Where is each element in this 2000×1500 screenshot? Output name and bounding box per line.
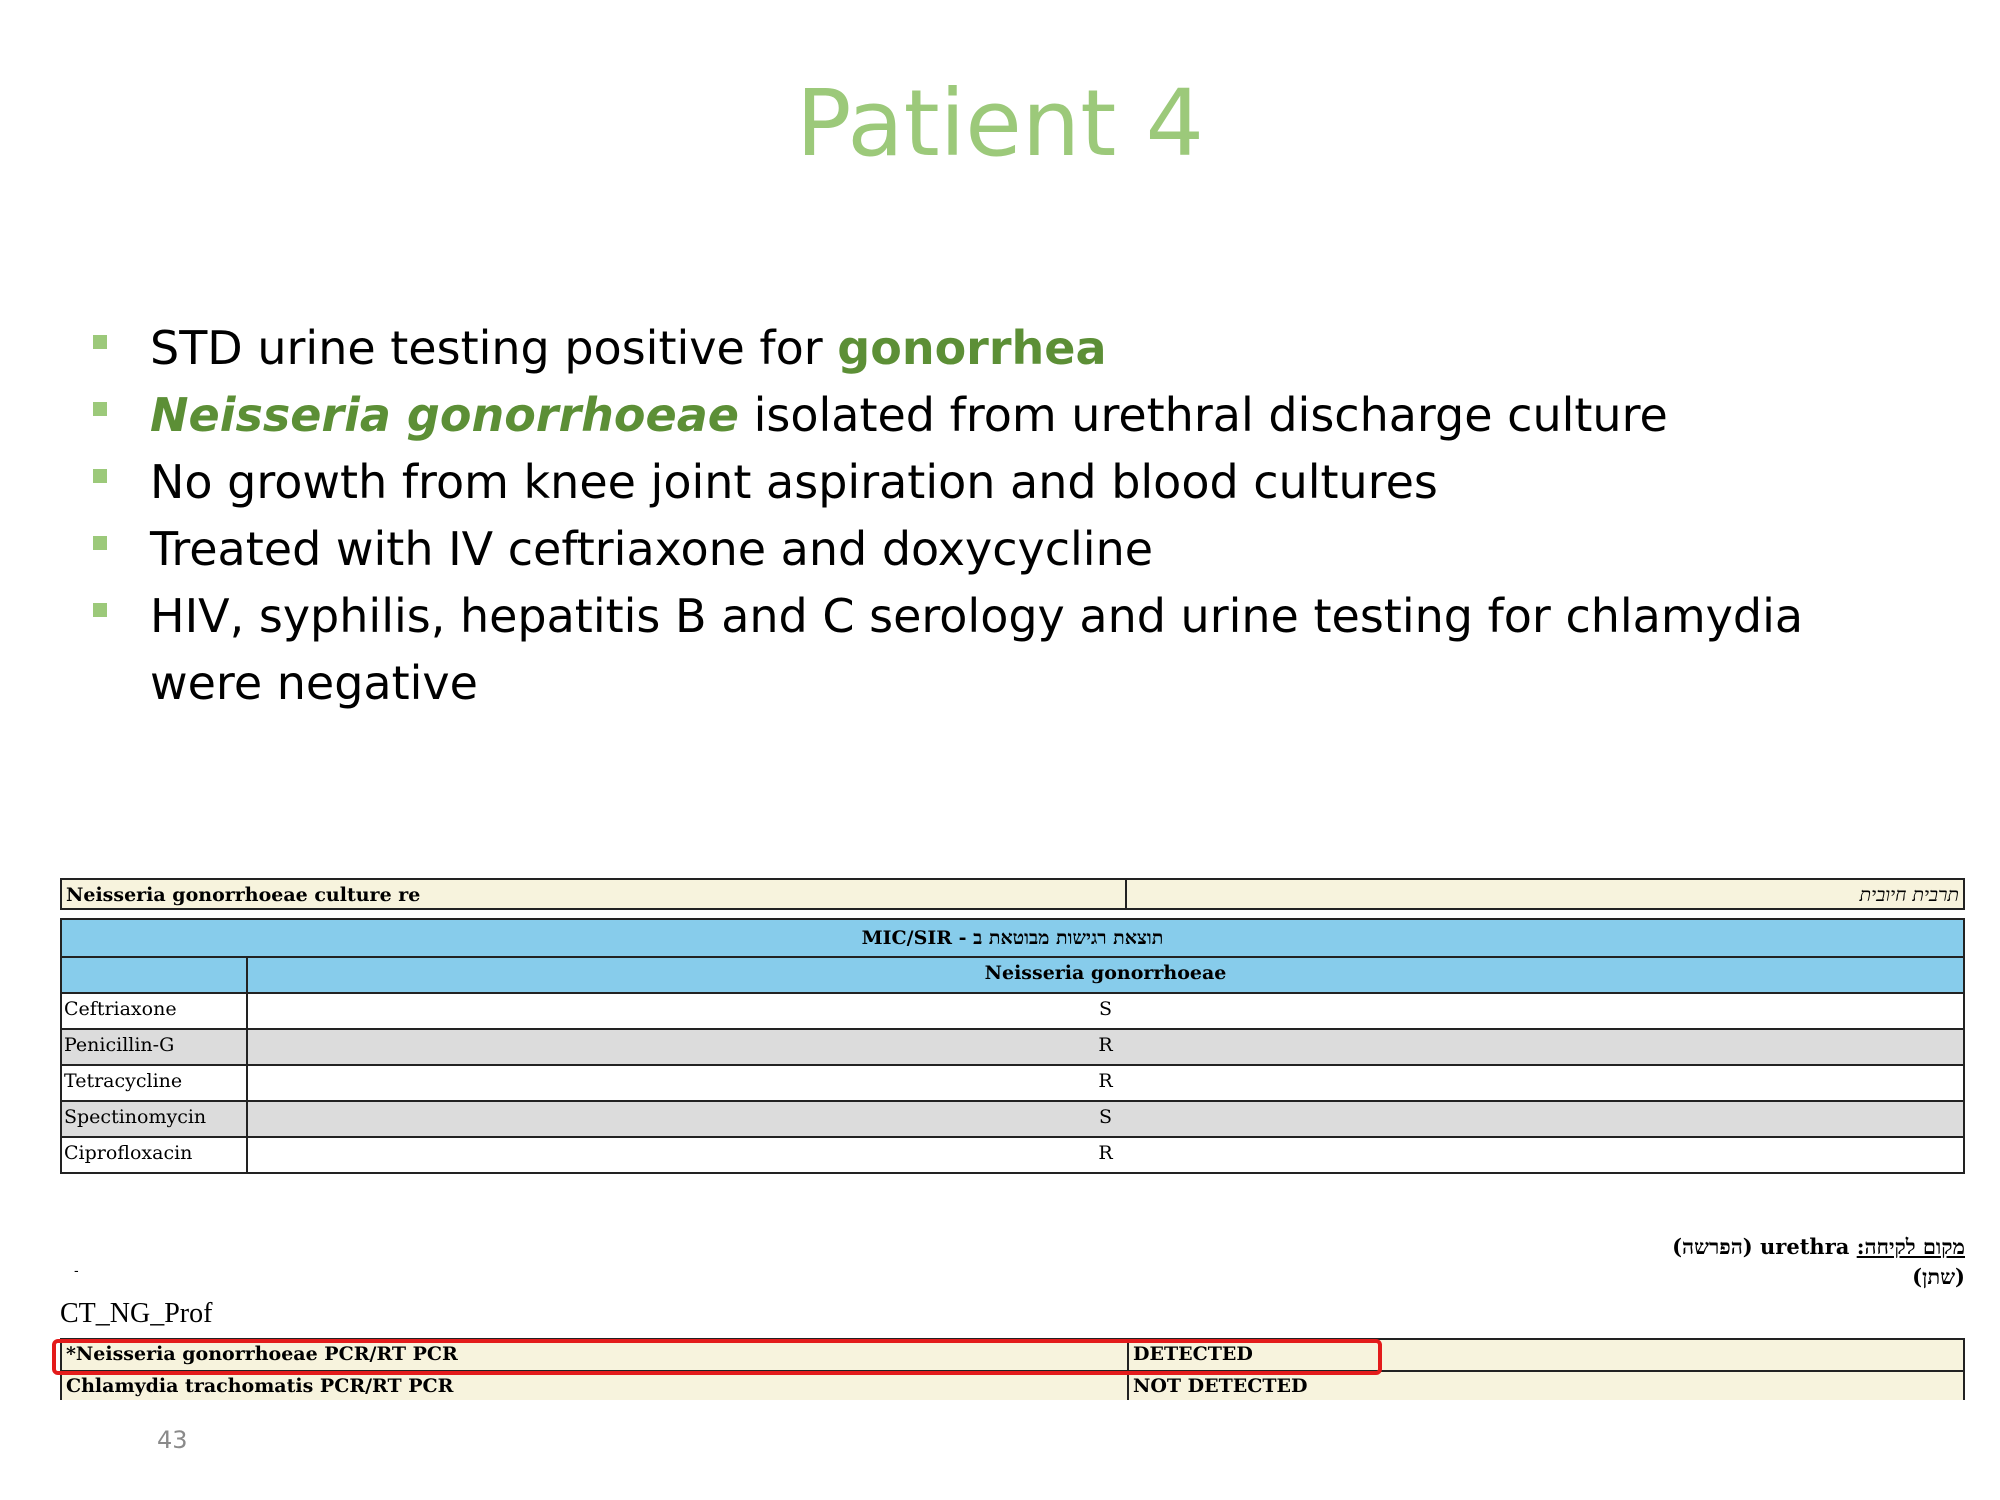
bullet-item: No growth from knee joint aspiration and blood cultures bbox=[90, 449, 1890, 516]
mic-header: MIC/SIR - תוצאת רגישות מבוטאת ב bbox=[62, 920, 1963, 958]
profile-name: CT_NG_Prof bbox=[60, 1298, 213, 1329]
table-row bbox=[62, 1102, 1963, 1138]
table-row bbox=[62, 994, 1963, 1030]
bullet-list bbox=[90, 315, 1890, 717]
pcr-test: *Neisseria gonorrhoeae PCR/RT PCR bbox=[62, 1340, 1129, 1370]
mic-organism: Neisseria gonorrhoeae bbox=[984, 962, 1227, 984]
highlight-gonorrhea: gonorrhea bbox=[837, 321, 1107, 375]
page-number: 43 bbox=[157, 1426, 188, 1454]
table-row bbox=[62, 1030, 1963, 1066]
bullet-square-icon bbox=[93, 603, 107, 617]
drug-name: Penicillin-G bbox=[62, 1030, 248, 1064]
bullet-square-icon bbox=[93, 469, 107, 483]
bullet-item: STD urine testing positive for gonorrhea bbox=[90, 315, 1890, 382]
pcr-test: Chlamydia trachomatis PCR/RT PCR bbox=[62, 1372, 1129, 1400]
specimen-site-value: urethra bbox=[1760, 1234, 1850, 1259]
pcr-result: NOT DETECTED bbox=[1133, 1375, 1308, 1397]
specimen-line2: (שתן) bbox=[1912, 1264, 1965, 1289]
specimen-site bbox=[1672, 1232, 1965, 1292]
bullet-item: Treated with IV ceftriaxone and doxycycline bbox=[90, 516, 1890, 583]
culture-result: תרבית חיובית bbox=[1859, 884, 1959, 906]
table-row bbox=[62, 1138, 1963, 1172]
drug-result: R bbox=[1098, 1070, 1113, 1092]
bullet-square-icon bbox=[93, 335, 107, 349]
drug-name: Ciprofloxacin bbox=[62, 1138, 248, 1172]
bullet-square-icon bbox=[93, 536, 107, 550]
culture-result-row bbox=[60, 878, 1965, 910]
bullet-item: HIV, syphilis, hepatitis B and C serology and urine testing for chlamydia were negative bbox=[90, 583, 1890, 717]
detected-highlight-box bbox=[52, 1339, 1382, 1375]
bullet-item: Neisseria gonorrhoeae isolated from urethral discharge culture bbox=[90, 382, 1890, 449]
drug-result: S bbox=[1098, 1106, 1113, 1128]
mic-table bbox=[60, 918, 1965, 1174]
highlight-organism: Neisseria gonorrhoeae bbox=[150, 388, 739, 442]
slide-title: Patient 4 bbox=[795, 70, 1205, 177]
table-row bbox=[62, 1066, 1963, 1102]
specimen-label: מקום לקיחה: bbox=[1856, 1234, 1965, 1259]
pcr-result: DETECTED bbox=[1133, 1343, 1253, 1365]
culture-name: Neisseria gonorrhoeae culture re bbox=[62, 880, 1127, 908]
drug-name: Ceftriaxone bbox=[62, 994, 248, 1028]
drug-result: R bbox=[1098, 1034, 1113, 1056]
drug-name: Tetracycline bbox=[62, 1066, 248, 1100]
stray-mark: - bbox=[74, 1262, 79, 1278]
drug-result: S bbox=[1098, 998, 1113, 1020]
mic-organism-row bbox=[62, 958, 1963, 994]
drug-name: Spectinomycin bbox=[62, 1102, 248, 1136]
specimen-detail: (הפרשה) bbox=[1672, 1234, 1753, 1259]
bullet-square-icon bbox=[93, 402, 107, 416]
drug-result: R bbox=[1098, 1142, 1113, 1164]
